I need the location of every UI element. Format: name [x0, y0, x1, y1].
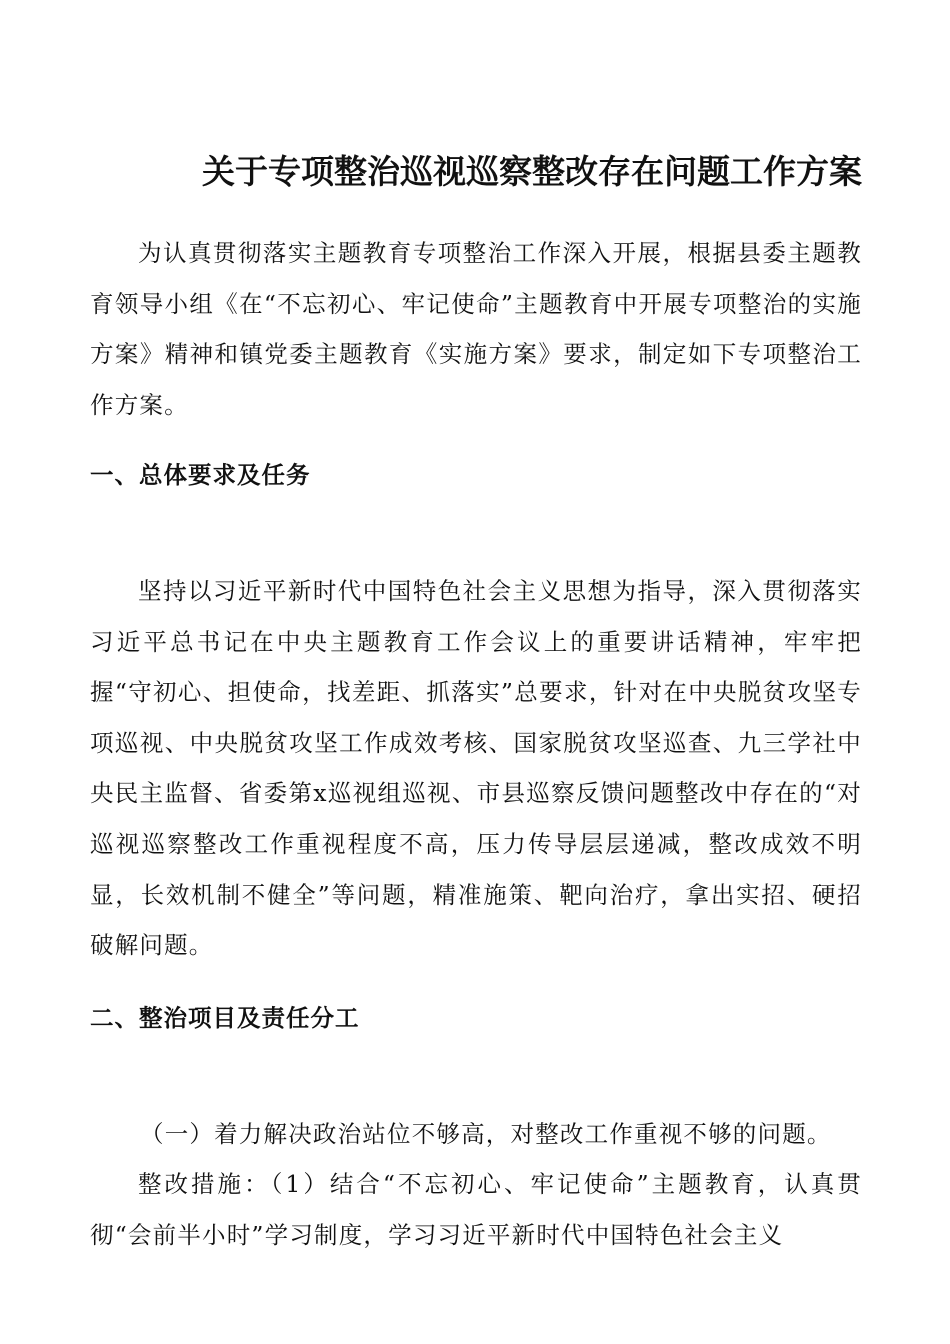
section-1-heading: 一、总体要求及任务	[90, 461, 311, 489]
document-title: 关于专项整治巡视巡察整改存在问题工作方案	[202, 152, 862, 191]
section-2-heading: 二、整治项目及责任分工	[90, 1004, 360, 1032]
intro-paragraph: 为认真贯彻落实主题教育专项整治工作深入开展，根据县委主题教育领导小组《在“不忘初心、牢记使命”主题教育中开展专项整治的实施方案》精神和镇党委主题教育《实施方案》要求，制定如下专项整治工作方案。	[90, 239, 862, 419]
item-1-measures: 整改措施：（1）结合“不忘初心、牢记使命”主题教育，认真贯彻“会前半小时”学习制度，学习习近平新时代中国特色社会主义	[90, 1170, 862, 1249]
item-1-title: （一）着力解决政治站位不够高，对整改工作重视不够的问题。	[140, 1120, 832, 1148]
section-1-body: 坚持以习近平新时代中国特色社会主义思想为指导，深入贯彻落实习近平总书记在中央主题教育工作会议上的重要讲话精神，牢牢把握“守初心、担使命，找差距、抓落实”总要求，针对在中央脱贫攻坚专项巡视、中央脱贫攻坚工作成效考核、国家脱贫攻坚巡查、九三学社中央民主监督、省委第x巡视组巡视、市县巡察反馈问题整改中存在的“对巡视巡察整改工作重视程度不高，压力传导层层递减，整改成效不明显，长效机制不健全”等问题，精准施策、靶向治疗，拿出实招、硬招破解问题。	[90, 577, 862, 960]
